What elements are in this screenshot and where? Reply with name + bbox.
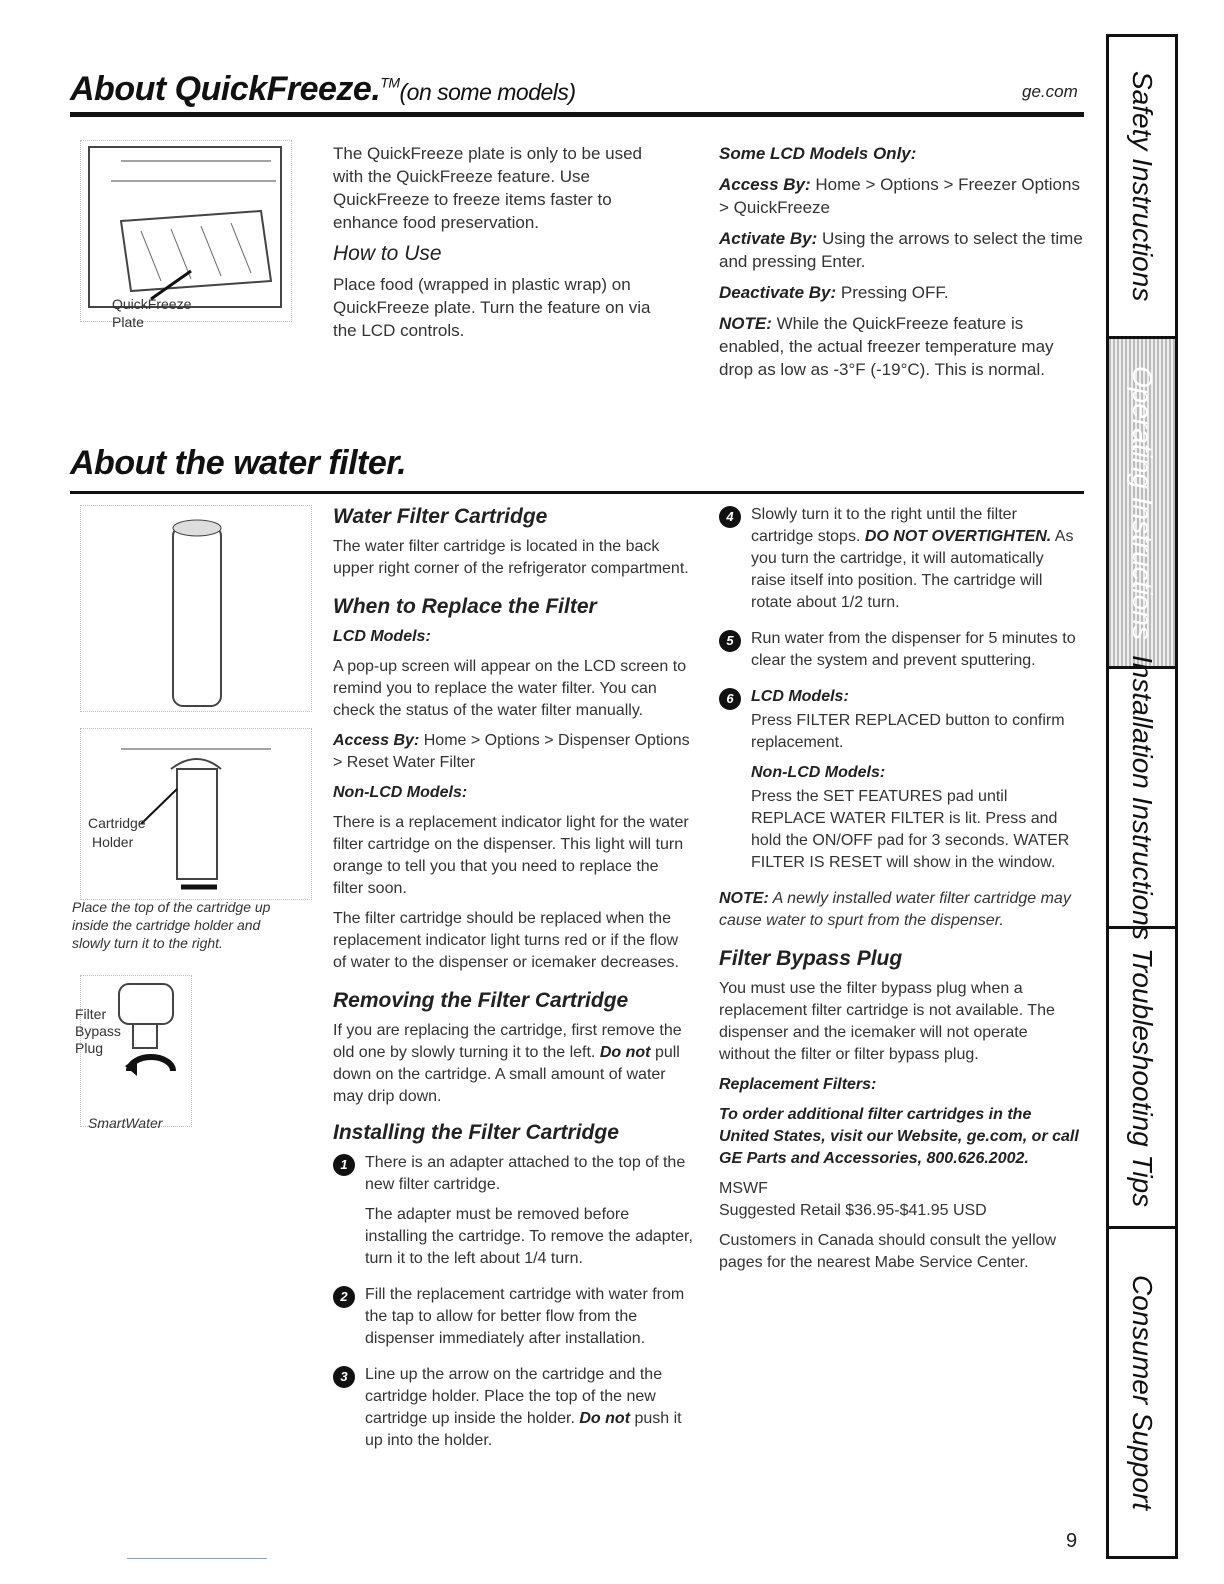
water-filter-rule	[70, 491, 1084, 494]
freezer-drawer-illustration	[81, 141, 291, 321]
title-text: About QuickFreeze.	[70, 70, 381, 108]
water-filter-col-2	[333, 500, 693, 1466]
step-4-text-a: Slowly turn it to the right until the filter cartridge stops.	[751, 506, 1017, 545]
step-3-text-a: Line up the arrow on the cartridge and the cartridge holder. Place the top of the new cartridge up inside the holder.	[365, 1366, 663, 1427]
bypass-text: You must use the filter bypass plug when a replacement filter cartridge is not available. The dispenser and the icemaker will not operate without the filter or filter bypass plug.	[719, 980, 1055, 1063]
filter-cartridge-illustration	[81, 506, 311, 711]
water-filter-col-3	[719, 504, 1079, 1282]
footer-line	[127, 1558, 267, 1559]
bypass-label: Bypass	[75, 1023, 121, 1039]
plate-label: Plate	[112, 314, 144, 330]
canada-text: Customers in Canada should consult the yellow pages for the nearest Mabe Service Center.	[719, 1232, 1057, 1271]
step-5-text: Run water from the dispenser for 5 minutes to clear the system and prevent sputtering.	[751, 630, 1076, 669]
step-3-number: 3	[333, 1366, 355, 1388]
how-to-use-text: Place food (wrapped in plastic wrap) on QuickFreeze plate. Turn the feature on via the LCD controls.	[333, 275, 651, 340]
cartridge-figure	[80, 505, 312, 712]
step-1-text-b: The adapter must be removed before installing the cartridge. To remove the adapter, turn it to the left about 1/4 turn.	[365, 1206, 693, 1267]
header-rule	[70, 112, 1084, 117]
nonlcd-text: There is a replacement indicator light for the water filter cartridge on the dispenser. This light will turn orange to tell you that you need to replace the filter soon.	[333, 814, 689, 897]
tab-operating-label: Operating Instructions	[1127, 365, 1158, 640]
lcd-text: A pop-up screen will appear on the LCD screen to remind you to replace the water filter. You can check the status of the water filter manually.	[333, 658, 687, 719]
access-by-dispenser	[333, 730, 693, 774]
step-4-text-b: As you turn the cartridge, it will automatically raise itself into position. The cartridge will rotate about 1/2 turn.	[751, 528, 1074, 611]
step-3-text	[365, 1364, 693, 1452]
water-note-text: A newly installed water filter cartridge may cause water to spurt from the dispenser.	[719, 890, 1071, 929]
trademark: TM	[380, 74, 400, 91]
step-2-text: Fill the replacement cartridge with water from the tap to allow for better flow from the dispenser immediately after installation.	[365, 1286, 685, 1347]
step-2	[333, 1284, 693, 1350]
lcd-models-heading: Some LCD Models Only:	[719, 144, 917, 163]
tab-troubleshooting-tips[interactable]	[1109, 929, 1175, 1229]
cartridge-heading: Water Filter Cartridge	[333, 505, 548, 528]
title-subtitle: (on some models)	[399, 79, 576, 105]
step-6-lcd-label: LCD Models:	[751, 688, 849, 705]
step-3-text-b: push it up into the holder.	[365, 1410, 682, 1449]
holder-label: Holder	[92, 834, 134, 850]
installing-heading: Installing the Filter Cartridge	[333, 1121, 619, 1144]
suggested-retail: Suggested Retail $36.95-$41.95 USD	[719, 1202, 987, 1219]
step-2-number: 2	[333, 1286, 355, 1308]
step-4-bold: DO NOT OVERTIGHTEN.	[864, 528, 1052, 545]
tab-safety-instructions[interactable]	[1109, 37, 1175, 339]
cartridge-caption: Place the top of the cartridge up inside the cartridge holder and slowly turn it to the right.	[72, 899, 271, 951]
lcd-models-label: LCD Models:	[333, 628, 431, 645]
cartridge-holder-figure	[80, 728, 312, 900]
filter-label: Filter	[75, 1006, 107, 1022]
quickfreeze-intro: The QuickFreeze plate is only to be used with the QuickFreeze feature. Use QuickFreeze to freeze items faster to enhance food preservation.	[333, 144, 642, 232]
removing-text-2: pull down on the cartridge. A small amount of water may drip down.	[333, 1044, 680, 1105]
step-1-text-a: There is an adapter attached to the top of the new filter cartridge.	[365, 1154, 686, 1193]
removing-bold: Do not	[599, 1044, 651, 1061]
step-1	[333, 1152, 693, 1270]
cartridge-holder-illustration	[81, 729, 311, 899]
tab-installation-instructions[interactable]	[1109, 655, 1175, 940]
quickfreeze-note	[719, 312, 1085, 381]
cartridge-text: The water filter cartridge is located in the back upper right corner of the refrigerator compartment.	[333, 538, 689, 577]
step-5-number: 5	[719, 630, 741, 652]
how-to-use-heading: How to Use	[333, 242, 442, 265]
access-by	[719, 173, 1085, 219]
access-label: Access By:	[719, 175, 811, 194]
cartridge-label: Cartridge	[88, 815, 146, 831]
tab-troubleshooting-label: Troubleshooting Tips	[1127, 947, 1158, 1208]
deactivate-label: Deactivate By:	[719, 283, 837, 302]
access-label-2: Access By:	[333, 732, 420, 749]
deactivate-by	[719, 281, 1085, 304]
nonlcd-models-label: Non-LCD Models:	[333, 784, 468, 801]
step-4-number: 4	[719, 506, 741, 528]
quickfreeze-label: QuickFreeze	[112, 296, 192, 312]
step-4	[719, 504, 1079, 614]
activate-by	[719, 227, 1085, 273]
note-text: While the QuickFreeze feature is enabled, the actual freezer temperature may drop as low as -3°F (-19°C). This is normal.	[719, 314, 1054, 379]
step-3	[333, 1364, 693, 1452]
tab-safety-label: Safety Instructions	[1127, 71, 1158, 302]
tab-consumer-support[interactable]	[1109, 1229, 1175, 1556]
quickfreeze-intro-col	[333, 142, 653, 350]
step-6-number: 6	[719, 688, 741, 710]
activate-text: Using the arrows to select the time and pressing Enter.	[719, 229, 1083, 271]
smartwater-label: SmartWater	[88, 1115, 163, 1131]
tab-consumer-label: Consumer Support	[1127, 1274, 1158, 1510]
replacement-filters-label: Replacement Filters:	[719, 1076, 877, 1093]
step-4-text	[751, 504, 1079, 614]
step-1-number: 1	[333, 1154, 355, 1176]
activate-label: Activate By:	[719, 229, 818, 248]
replace-heading: When to Replace the Filter	[333, 595, 597, 618]
water-filter-title: About the water filter.	[70, 444, 407, 482]
quickfreeze-lcd-col	[719, 142, 1085, 389]
removing-heading: Removing the Filter Cartridge	[333, 989, 629, 1012]
section-sidebar	[1106, 34, 1178, 1559]
removing-text	[333, 1020, 693, 1108]
step-6	[719, 686, 1079, 874]
access-text: Home > Options > Freezer Options > QuickFreeze	[719, 175, 1080, 217]
water-filter-note	[719, 888, 1079, 932]
water-note-label: NOTE:	[719, 890, 769, 907]
deactivate-text: Pressing OFF.	[840, 283, 949, 302]
site-link: ge.com	[1022, 82, 1078, 101]
tab-installation-label: Installation Instructions	[1127, 655, 1158, 940]
step-6-nonlcd-text: Press the SET FEATURES pad until REPLACE WATER FILTER is lit. Press and hold the ON/OFF pad for 3 seconds. WATER FILTER IS RESET will show in the window.	[751, 788, 1070, 871]
step-6-lcd-text: Press FILTER REPLACED button to confirm replacement.	[751, 712, 1065, 751]
removing-text-1: If you are replacing the cartridge, first remove the old one by slowly turning it to the left.	[333, 1022, 682, 1061]
note-label: NOTE:	[719, 314, 772, 333]
replace-text: The filter cartridge should be replaced when the replacement indicator light turns red or if the flow of water to the dispenser or icemaker decreases.	[333, 910, 679, 971]
tab-operating-instructions[interactable]	[1109, 339, 1175, 669]
order-text: To order additional filter cartridges in the United States, visit our Website, ge.com, or call GE Parts and Accessories, 800.626.2002.	[719, 1106, 1079, 1167]
step-5	[719, 628, 1079, 672]
quickfreeze-figure	[80, 140, 292, 322]
step-6-nonlcd-label: Non-LCD Models:	[751, 764, 886, 781]
model-number: MSWF	[719, 1180, 768, 1197]
step-3-bold: Do not	[579, 1410, 631, 1427]
access-text-2: Home > Options > Dispenser Options > Reset Water Filter	[333, 732, 690, 771]
plug-label: Plug	[75, 1040, 104, 1056]
bypass-heading: Filter Bypass Plug	[719, 947, 903, 970]
page-title	[70, 70, 576, 109]
page-number: 9	[1066, 1530, 1078, 1552]
